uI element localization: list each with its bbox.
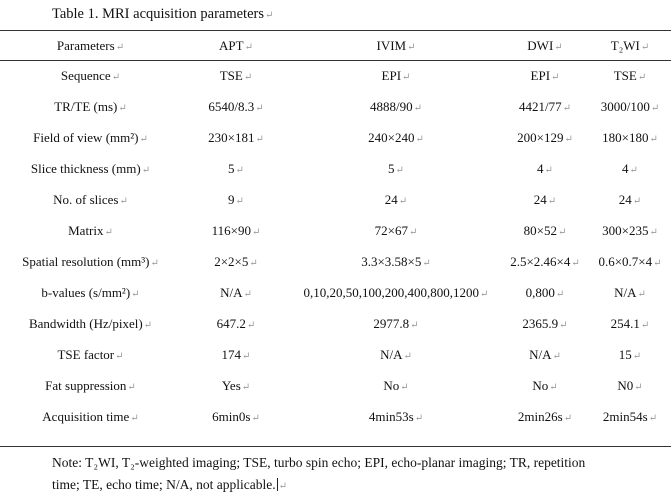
table-cell-t2wi xyxy=(589,60,671,91)
cell-mark-icon: ↵ xyxy=(243,288,252,300)
cell-mark-icon: ↵ xyxy=(422,257,431,269)
table-cell-parameter xyxy=(0,401,181,432)
cell-mark-icon: ↵ xyxy=(115,41,125,53)
column-header-label: DWI xyxy=(527,37,554,53)
cell-text: 5 xyxy=(228,160,235,176)
table-row xyxy=(0,122,671,153)
cell-text: 6540/8.3 xyxy=(208,98,255,114)
cell-mark-icon: ↵ xyxy=(141,164,151,176)
cell-mark-icon: ↵ xyxy=(551,71,560,83)
cell-text: 116×90 xyxy=(211,222,251,238)
note-line-2 xyxy=(52,474,652,498)
table-cell-apt xyxy=(181,246,291,277)
cell-mark-icon: ↵ xyxy=(407,41,416,53)
table-cell-t2wi xyxy=(589,401,671,432)
table-cell-ivim xyxy=(291,308,501,339)
table-cell-dwi xyxy=(501,215,589,246)
table-cell-ivim xyxy=(291,184,501,215)
cell-text: No xyxy=(532,377,549,393)
table-cell-parameter xyxy=(0,60,181,91)
table-cell-dwi xyxy=(501,370,589,401)
cell-text: 240×240 xyxy=(368,129,415,145)
table-cell-dwi xyxy=(501,308,589,339)
cell-text: 5 xyxy=(388,160,395,176)
table-cell-dwi xyxy=(501,122,589,153)
cell-mark-icon: ↵ xyxy=(648,412,658,424)
cell-mark-icon: ↵ xyxy=(119,195,128,207)
cell-text: 0,800 xyxy=(525,284,555,300)
table-cell-apt xyxy=(181,153,291,184)
cell-mark-icon: ↵ xyxy=(632,195,642,207)
table-cell-apt xyxy=(181,184,291,215)
cell-mark-icon: ↵ xyxy=(246,319,256,331)
table-cell-dwi xyxy=(501,339,589,370)
table-body xyxy=(0,60,671,432)
table-title-text: Table 1. MRI acquisition parameters xyxy=(52,6,264,22)
cell-text: 4min53s xyxy=(368,408,414,424)
table-cell-t2wi xyxy=(589,277,671,308)
cell-mark-icon: ↵ xyxy=(118,102,127,114)
table-cell-t2wi xyxy=(589,339,671,370)
cell-text: Slice thickness (mm) xyxy=(30,160,141,176)
cell-text: 4888/90 xyxy=(369,98,413,114)
cell-text: Matrix xyxy=(68,222,104,238)
cell-mark-icon: ↵ xyxy=(414,412,424,424)
table-cell-ivim xyxy=(291,246,501,277)
cell-mark-icon: ↵ xyxy=(249,257,258,269)
table-cell-apt xyxy=(181,370,291,401)
table-cell-t2wi xyxy=(589,308,671,339)
table-header xyxy=(0,31,671,60)
column-header-ivim xyxy=(291,31,501,60)
cell-mark-icon: ↵ xyxy=(403,350,412,362)
cell-mark-icon: ↵ xyxy=(251,412,260,424)
column-header-dwi xyxy=(501,31,589,60)
cell-mark-icon: ↵ xyxy=(650,102,660,114)
cell-mark-icon: ↵ xyxy=(649,133,658,145)
table-cell-dwi xyxy=(501,91,589,122)
cell-mark-icon: ↵ xyxy=(235,195,244,207)
cell-text: 180×180 xyxy=(602,129,649,145)
table-row xyxy=(0,215,671,246)
table-cell-apt xyxy=(181,122,291,153)
table-cell-parameter xyxy=(0,91,181,122)
table-bottom-rule xyxy=(0,446,671,447)
cell-text: 200×129 xyxy=(517,129,564,145)
table-cell-t2wi xyxy=(589,91,671,122)
cell-text: b-values (s/mm²) xyxy=(41,284,131,300)
table-cell-t2wi xyxy=(589,184,671,215)
cell-mark-icon: ↵ xyxy=(480,288,489,300)
cell-mark-icon: ↵ xyxy=(104,226,113,238)
table-title xyxy=(52,6,273,23)
table-row xyxy=(0,91,671,122)
table-cell-apt xyxy=(181,277,291,308)
table-cell-dwi xyxy=(501,401,589,432)
cell-text: EPI xyxy=(530,67,551,83)
cell-mark-icon: ↵ xyxy=(547,195,557,207)
note-line-2-text: time; TE, echo time; N/A, not applicable. xyxy=(52,477,276,492)
table-row xyxy=(0,339,671,370)
table-cell-ivim xyxy=(291,401,501,432)
cell-text: 4421/77 xyxy=(518,98,562,114)
table-row xyxy=(0,60,671,91)
cell-text: Fat suppression xyxy=(45,377,127,393)
cell-mark-icon: ↵ xyxy=(563,412,573,424)
table-row xyxy=(0,277,671,308)
table-cell-parameter xyxy=(0,277,181,308)
cell-text: Acquisition time xyxy=(42,408,130,424)
table-row xyxy=(0,153,671,184)
cell-text: 2min54s xyxy=(602,408,648,424)
table-cell-apt xyxy=(181,215,291,246)
cell-mark-icon: ↵ xyxy=(115,350,124,362)
cell-text: 0,10,20,50,100,200,400,800,1200 xyxy=(303,284,480,300)
cell-text: 3.3×3.58×5 xyxy=(361,253,422,269)
cell-mark-icon: ↵ xyxy=(562,102,571,114)
table-row xyxy=(0,401,671,432)
table-cell-parameter xyxy=(0,122,181,153)
cell-text: TR/TE (ms) xyxy=(54,98,118,114)
cell-text: 3000/100 xyxy=(600,98,650,114)
cell-text: N/A xyxy=(380,346,403,362)
cell-mark-icon: ↵ xyxy=(127,381,136,393)
cell-text: 2365.9 xyxy=(522,315,559,331)
table-cell-apt xyxy=(181,308,291,339)
table-cell-apt xyxy=(181,91,291,122)
table-cell-ivim xyxy=(291,215,501,246)
cell-mark-icon: ↵ xyxy=(629,164,638,176)
cell-mark-icon: ↵ xyxy=(559,319,568,331)
cell-text: 4 xyxy=(537,160,544,176)
table-row xyxy=(0,308,671,339)
mri-parameters-table xyxy=(0,31,671,432)
cell-mark-icon: ↵ xyxy=(143,319,153,331)
cell-mark-icon: ↵ xyxy=(395,164,404,176)
table-cell-parameter xyxy=(0,246,181,277)
cell-mark-icon: ↵ xyxy=(653,257,662,269)
cell-text: 24 xyxy=(618,191,632,207)
cell-mark-icon: ↵ xyxy=(402,71,411,83)
table-cell-t2wi xyxy=(589,122,671,153)
column-header-label: IVIM xyxy=(376,37,407,53)
column-header-label: Parameters xyxy=(56,37,115,53)
cell-text: 254.1 xyxy=(610,315,640,331)
cell-mark-icon: ↵ xyxy=(244,41,253,53)
cell-mark-icon: ↵ xyxy=(634,381,643,393)
cell-text: Bandwidth (Hz/pixel) xyxy=(28,315,143,331)
table-cell-ivim xyxy=(291,277,501,308)
cell-text: 15 xyxy=(618,346,632,362)
note-line-1: Note: T₂WI, T₂-weighted imaging; TSE, turbo spin echo; EPI, echo-planar imaging; TR, repetition xyxy=(52,455,586,470)
table-note xyxy=(52,452,652,498)
table-cell-ivim xyxy=(291,339,501,370)
text-cursor-icon xyxy=(277,478,278,491)
cell-mark-icon: ↵ xyxy=(111,71,121,83)
column-header-label: T₂WI xyxy=(610,37,640,53)
cell-text: No xyxy=(383,377,400,393)
table-cell-ivim xyxy=(291,370,501,401)
table-cell-apt xyxy=(181,401,291,432)
cell-mark-icon: ↵ xyxy=(632,350,642,362)
table-cell-apt xyxy=(181,60,291,91)
cell-text: 9 xyxy=(228,191,235,207)
table-cell-parameter xyxy=(0,215,181,246)
table-cell-ivim xyxy=(291,91,501,122)
cell-mark-icon: ↵ xyxy=(130,412,139,424)
cell-text: Field of view (mm²) xyxy=(33,129,139,145)
column-header-t2wi xyxy=(589,31,671,60)
cell-text: 4 xyxy=(622,160,629,176)
cell-text: Yes xyxy=(221,377,241,393)
paragraph-mark-icon: ↵ xyxy=(265,10,274,21)
table-cell-t2wi xyxy=(589,153,671,184)
cell-text: N/A xyxy=(529,346,552,362)
table-cell-t2wi xyxy=(589,215,671,246)
table-cell-parameter xyxy=(0,308,181,339)
cell-mark-icon: ↵ xyxy=(637,71,647,83)
cell-text: 6min0s xyxy=(212,408,251,424)
cell-text: Spatial resolution (mm³) xyxy=(22,253,150,269)
cell-mark-icon: ↵ xyxy=(241,381,251,393)
table-cell-dwi xyxy=(501,246,589,277)
cell-mark-icon: ↵ xyxy=(564,133,573,145)
cell-text: TSE xyxy=(219,67,243,83)
cell-mark-icon: ↵ xyxy=(131,288,140,300)
paragraph-mark-icon: ↵ xyxy=(278,481,287,492)
cell-mark-icon: ↵ xyxy=(242,350,251,362)
column-header-apt xyxy=(181,31,291,60)
table-cell-parameter xyxy=(0,370,181,401)
cell-text: 24 xyxy=(533,191,547,207)
table-row xyxy=(0,246,671,277)
table-cell-ivim xyxy=(291,60,501,91)
cell-mark-icon: ↵ xyxy=(150,257,159,269)
cell-text: 174 xyxy=(221,346,242,362)
cell-mark-icon: ↵ xyxy=(549,381,558,393)
table-cell-dwi xyxy=(501,184,589,215)
cell-text: 647.2 xyxy=(216,315,246,331)
cell-mark-icon: ↵ xyxy=(554,41,563,53)
table-header-row xyxy=(0,31,671,60)
table-cell-ivim xyxy=(291,122,501,153)
cell-mark-icon: ↵ xyxy=(398,195,408,207)
cell-text: EPI xyxy=(381,67,402,83)
cell-mark-icon: ↵ xyxy=(410,319,419,331)
cell-mark-icon: ↵ xyxy=(637,288,646,300)
column-header-parameter xyxy=(0,31,181,60)
cell-mark-icon: ↵ xyxy=(555,288,565,300)
table-cell-t2wi xyxy=(589,370,671,401)
cell-text: 72×67 xyxy=(374,222,408,238)
cell-mark-icon: ↵ xyxy=(640,41,650,53)
cell-mark-icon: ↵ xyxy=(571,257,580,269)
cell-text: 0.6×0.7×4 xyxy=(598,253,653,269)
cell-text: 2min26s xyxy=(517,408,563,424)
cell-mark-icon: ↵ xyxy=(413,102,422,114)
cell-text: No. of slices xyxy=(53,191,119,207)
cell-mark-icon: ↵ xyxy=(544,164,553,176)
table-row xyxy=(0,370,671,401)
table-cell-parameter xyxy=(0,153,181,184)
cell-mark-icon: ↵ xyxy=(400,381,409,393)
cell-text: 2.5×2.46×4 xyxy=(510,253,571,269)
cell-mark-icon: ↵ xyxy=(243,71,253,83)
cell-text: 80×52 xyxy=(523,222,557,238)
table-cell-dwi xyxy=(501,153,589,184)
cell-mark-icon: ↵ xyxy=(255,102,264,114)
table-cell-dwi xyxy=(501,60,589,91)
column-header-label: APT xyxy=(219,37,244,53)
cell-mark-icon: ↵ xyxy=(251,226,261,238)
cell-mark-icon: ↵ xyxy=(557,226,567,238)
cell-mark-icon: ↵ xyxy=(139,133,148,145)
cell-text: TSE xyxy=(613,67,637,83)
cell-text: N/A xyxy=(220,284,243,300)
cell-text: Sequence xyxy=(60,67,111,83)
cell-mark-icon: ↵ xyxy=(235,164,244,176)
table-cell-parameter xyxy=(0,184,181,215)
cell-mark-icon: ↵ xyxy=(649,226,658,238)
cell-text: N/A xyxy=(614,284,637,300)
cell-mark-icon: ↵ xyxy=(640,319,650,331)
cell-text: 230×181 xyxy=(208,129,255,145)
cell-mark-icon: ↵ xyxy=(255,133,264,145)
cell-text: 300×235 xyxy=(602,222,649,238)
table-cell-ivim xyxy=(291,153,501,184)
cell-mark-icon: ↵ xyxy=(408,226,418,238)
cell-text: 24 xyxy=(384,191,398,207)
table-cell-t2wi xyxy=(589,246,671,277)
table-cell-apt xyxy=(181,339,291,370)
cell-mark-icon: ↵ xyxy=(552,350,561,362)
cell-text: N0 xyxy=(617,377,634,393)
table-cell-dwi xyxy=(501,277,589,308)
table-row xyxy=(0,184,671,215)
table-cell-parameter xyxy=(0,339,181,370)
cell-text: TSE factor xyxy=(57,346,115,362)
cell-text: 2×2×5 xyxy=(214,253,249,269)
cell-mark-icon: ↵ xyxy=(415,133,424,145)
cell-text: 2977.8 xyxy=(373,315,410,331)
